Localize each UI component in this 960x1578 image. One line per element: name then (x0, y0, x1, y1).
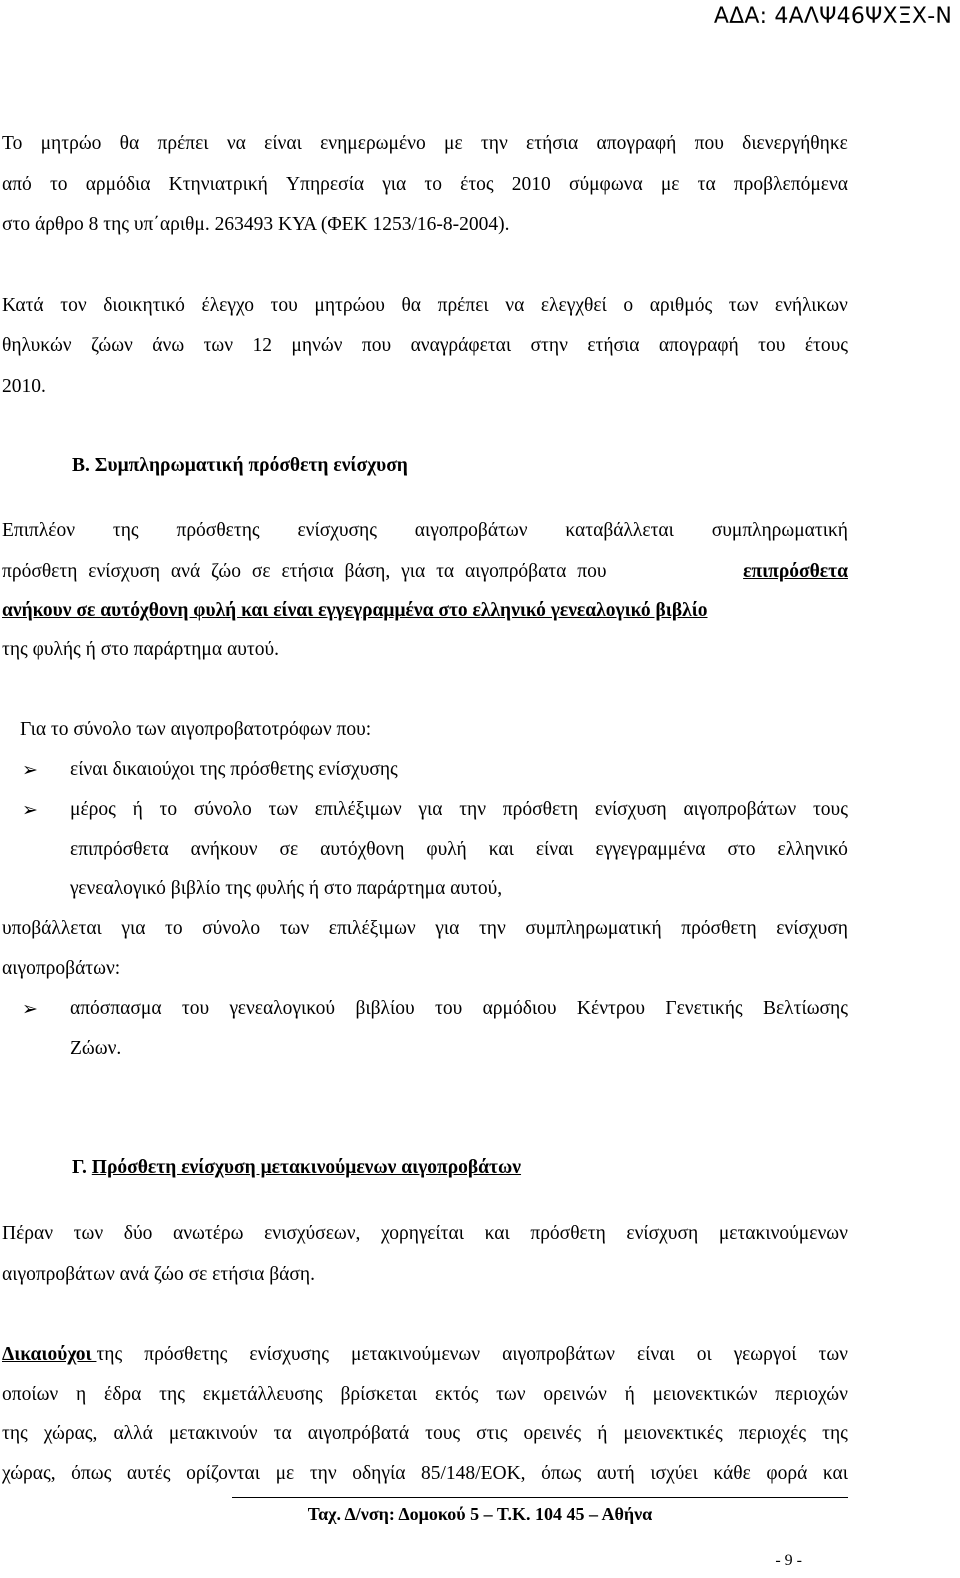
word: Κέντρου (576, 998, 645, 1019)
word: αυτή (596, 1463, 635, 1484)
word: αιγοπροβάτων (414, 520, 528, 541)
word: 2010 (511, 174, 551, 195)
word: φορά (766, 1463, 808, 1484)
bullet-3-line1 (70, 998, 848, 1020)
word: αλλά (113, 1423, 153, 1444)
word: επιλέξιμων (328, 918, 416, 939)
word: Βελτίωσης (762, 998, 848, 1019)
word: 85/148/ΕΟΚ, (421, 1463, 526, 1484)
section-b-line1 (2, 520, 848, 542)
word: αρμόδιου (482, 998, 557, 1019)
word: χώρας, (43, 1423, 98, 1444)
word: ετήσια (587, 335, 640, 356)
word: άνω (152, 335, 185, 356)
word: του (181, 998, 210, 1019)
word: επιλέξιμων (314, 799, 402, 820)
word: απογραφή (658, 335, 739, 356)
word: χώρας, (2, 1463, 56, 1484)
word: επιπρόσθετα (70, 839, 169, 860)
word: ενήλικων (774, 295, 848, 316)
word: διοικητικό (103, 295, 185, 316)
word: ετήσια (526, 133, 579, 154)
word: η (76, 1384, 87, 1405)
word: αυτές (126, 1463, 171, 1484)
word: μητρώο (40, 133, 102, 154)
word: απογραφή (596, 133, 677, 154)
word: της (112, 520, 139, 541)
word: των (268, 799, 298, 820)
word: ελληνικό (777, 839, 848, 860)
word: ορεινές (523, 1423, 582, 1444)
word: χορηγείται (381, 1223, 464, 1244)
word: εγγεγραμμένα (595, 839, 706, 860)
section-b-heading: Β. Συμπληρωματική πρόσθετη ενίσχυση (72, 455, 408, 476)
word: ανήκουν (190, 839, 258, 860)
section-c-heading (72, 1157, 521, 1179)
word: κάθε (713, 1463, 751, 1484)
word: έδρα (104, 1384, 142, 1405)
word: του (270, 295, 298, 316)
word: αιγοπρόβατά (307, 1423, 410, 1444)
word: ενίσχυση (776, 918, 848, 939)
bullet-1: είναι δικαιούχοι της πρόσθετης ενίσχυσης (70, 759, 398, 780)
section-c-p2-line1-rest: της πρόσθετης ενίσχυσης μετακινούμενων αιγοπροβάτων είναι οι γεωργοί των (96, 1344, 848, 1365)
word: διενεργήθηκε (742, 133, 848, 154)
section-c-p2-line4 (2, 1463, 848, 1485)
section-c-p1-line1 (2, 1223, 848, 1245)
word: θα (401, 295, 422, 316)
word: Γενετικής (665, 998, 743, 1019)
word: οδηγία (352, 1463, 406, 1484)
word: αιγοπροβάτων (683, 799, 797, 820)
word: απόσπασμα (70, 998, 162, 1019)
word: μειονεκτικών (652, 1384, 758, 1405)
word: των (728, 295, 759, 316)
word: σε (279, 839, 299, 860)
word: μειονεκτικές (623, 1423, 723, 1444)
word: το (165, 918, 183, 939)
word: των (496, 1384, 526, 1405)
bullet-arrow-icon: ➢ (22, 998, 38, 1020)
word: την (478, 918, 506, 939)
word: ή (624, 1384, 635, 1405)
word: βρίσκεται (340, 1384, 418, 1405)
word: της (822, 1423, 848, 1444)
word: καταβάλλεται (565, 520, 674, 541)
word: ανωτέρω (173, 1223, 244, 1244)
word: και (484, 1223, 510, 1244)
word: ενημερωμένο (320, 133, 426, 154)
word: αρμόδια (85, 174, 151, 195)
footer-divider (232, 1497, 848, 1498)
word: αριθμός (649, 295, 713, 316)
word: της (159, 1384, 185, 1405)
word: πρόσθετη (681, 918, 757, 939)
word: όπως (71, 1463, 112, 1484)
p2-line2 (2, 335, 848, 357)
word: έλεγχο (201, 295, 254, 316)
word: για (418, 799, 443, 820)
word: Κτηνιατρική (168, 174, 268, 195)
word: που (694, 133, 724, 154)
word: έτους (804, 335, 848, 356)
word: την (309, 1463, 337, 1484)
word: πρόσθετη (530, 1223, 606, 1244)
word: ορεινών (543, 1384, 607, 1405)
word: προβλεπόμενα (733, 174, 848, 195)
word: γενεαλογικού (229, 998, 336, 1019)
word: το (159, 799, 178, 820)
p1-line1 (2, 133, 848, 155)
bullet-2-line3: γενεαλογικό βιβλίο της φυλής ή στο παράρτημα αυτού, (70, 878, 503, 899)
word: μητρώου (314, 295, 385, 316)
word: σύμφωνα (568, 174, 643, 195)
section-b-intro: Για το σύνολο των αιγοπροβατοτρόφων που: (20, 719, 372, 740)
word: την (459, 799, 487, 820)
word: το (49, 174, 68, 195)
word: ενίσχυσης (297, 520, 377, 541)
word: σύνολο (193, 799, 252, 820)
section-c-p1-line2: αιγοπροβάτων ανά ζώο σε ετήσια βάση. (2, 1264, 315, 1285)
word: τα (273, 1423, 292, 1444)
section-b-line2-bold: επιπρόσθετα (743, 561, 848, 582)
word: ενισχύσεων, (264, 1223, 361, 1244)
word: ο (623, 295, 634, 316)
word: αναγράφεται (410, 335, 512, 356)
word: στο (727, 839, 756, 860)
p1-line2 (2, 174, 848, 196)
word: του (434, 998, 463, 1019)
word: μετακινούν (168, 1423, 258, 1444)
footer-address: Ταχ. Δ/νση: Δομοκού 5 – Τ.Κ. 104 45 – Αθήνα (307, 1504, 653, 1524)
word: Το (2, 133, 23, 154)
word: πρόσθετης (176, 520, 260, 541)
word: και (488, 839, 514, 860)
word: να (226, 133, 246, 154)
section-c-p2-line3 (2, 1423, 848, 1445)
word: περιοχές (738, 1423, 807, 1444)
word: ελεγχθεί (540, 295, 607, 316)
word: θηλυκών (2, 335, 72, 356)
submit-line2: αιγοπροβάτων: (2, 958, 121, 979)
word: σύνολο (202, 918, 261, 939)
word: και (822, 1463, 848, 1484)
word: ισχύει (650, 1463, 698, 1484)
beneficiaries-label: Δικαιούχοι (2, 1344, 97, 1365)
section-c-heading-title: Πρόσθετη ενίσχυση μετακινούμενων αιγοπροβάτων (91, 1157, 522, 1178)
bullet-2-line2 (70, 839, 848, 861)
word: ζώων (91, 335, 133, 356)
word: εκτός (434, 1384, 479, 1405)
word: ή (597, 1423, 608, 1444)
word: να (505, 295, 525, 316)
word: πρέπει (437, 295, 489, 316)
bullet-arrow-icon: ➢ (22, 759, 38, 781)
section-c-heading-prefix: Γ. (72, 1157, 92, 1178)
bullet-2-line1 (70, 799, 848, 821)
word: για (382, 174, 407, 195)
p1-line3: στο άρθρο 8 της υπ΄αριθμ. 263493 ΚΥΑ (ΦΕΚ 1253/16-8-2004). (2, 214, 510, 235)
word: πρόσθετη (502, 799, 579, 820)
word: Υπηρεσία (286, 174, 365, 195)
word: δύο (123, 1223, 153, 1244)
word: συμπληρωματική (525, 918, 662, 939)
word: για (121, 918, 146, 939)
word: όπως (541, 1463, 582, 1484)
word: του (758, 335, 786, 356)
word: Πέραν (2, 1223, 54, 1244)
word: ενίσχυση (626, 1223, 699, 1244)
word: Κατά (2, 295, 44, 316)
word: έτος (460, 174, 494, 195)
word: με (275, 1463, 295, 1484)
word: Επιπλέον (2, 520, 76, 541)
word: των (73, 1223, 104, 1244)
section-b-line4: της φυλής ή στο παράρτημα αυτού. (2, 639, 279, 660)
word: στις (476, 1423, 508, 1444)
word: μέρος (70, 799, 116, 820)
word: της (2, 1423, 28, 1444)
word: είναι (535, 839, 574, 860)
bullet-arrow-icon: ➢ (22, 799, 38, 821)
p2-line1 (2, 295, 848, 317)
word: με (444, 133, 463, 154)
word: εκμετάλλευσης (202, 1384, 323, 1405)
p2-line3: 2010. (2, 376, 46, 397)
word: από (2, 174, 32, 195)
section-b-line3: ανήκουν σε αυτόχθονη φυλή και είναι εγγεγραμμένα στο ελληνικό γενεαλογικό βιβλίο (2, 600, 708, 621)
section-c-p2-line2 (2, 1384, 848, 1406)
word: συμπληρωματική (711, 520, 848, 541)
section-b-line2-plain: πρόσθετη ενίσχυση ανά ζώο σε ετήσια βάση, για τα αιγοπρόβατα που (2, 561, 607, 582)
word: που (361, 335, 392, 356)
word: για (435, 918, 460, 939)
word: φυλή (426, 839, 467, 860)
word: την (480, 133, 508, 154)
ada-header: ΑΔΑ: 4ΑΛΨ46ΨΧΞΧ-Ν (713, 4, 952, 29)
bullet-3-line2: Ζώων. (70, 1038, 122, 1059)
word: βιβλίου (355, 998, 415, 1019)
word: το (424, 174, 443, 195)
word: των (279, 918, 310, 939)
word: θα (119, 133, 140, 154)
word: ενίσχυση (594, 799, 667, 820)
word: περιοχών (775, 1384, 848, 1405)
word: μηνών (291, 335, 343, 356)
word: αυτόχθονη (320, 839, 405, 860)
word: των (203, 335, 234, 356)
word: υποβάλλεται (2, 918, 102, 939)
word: είναι (264, 133, 302, 154)
section-c-p2-line1 (2, 1344, 848, 1366)
word: 12 (252, 335, 272, 356)
submit-line1 (2, 918, 848, 940)
page-number: - 9 - (775, 1552, 802, 1569)
word: ορίζονται (186, 1463, 261, 1484)
word: οποίων (2, 1384, 59, 1405)
word: πρέπει (157, 133, 209, 154)
word: με (660, 174, 680, 195)
word: ή (132, 799, 143, 820)
word: τους (812, 799, 848, 820)
word: μετακινούμενων (718, 1223, 848, 1244)
word: τα (697, 174, 716, 195)
word: στην (530, 335, 568, 356)
word: τους (425, 1423, 461, 1444)
word: τον (60, 295, 87, 316)
section-b-line2 (2, 561, 848, 583)
